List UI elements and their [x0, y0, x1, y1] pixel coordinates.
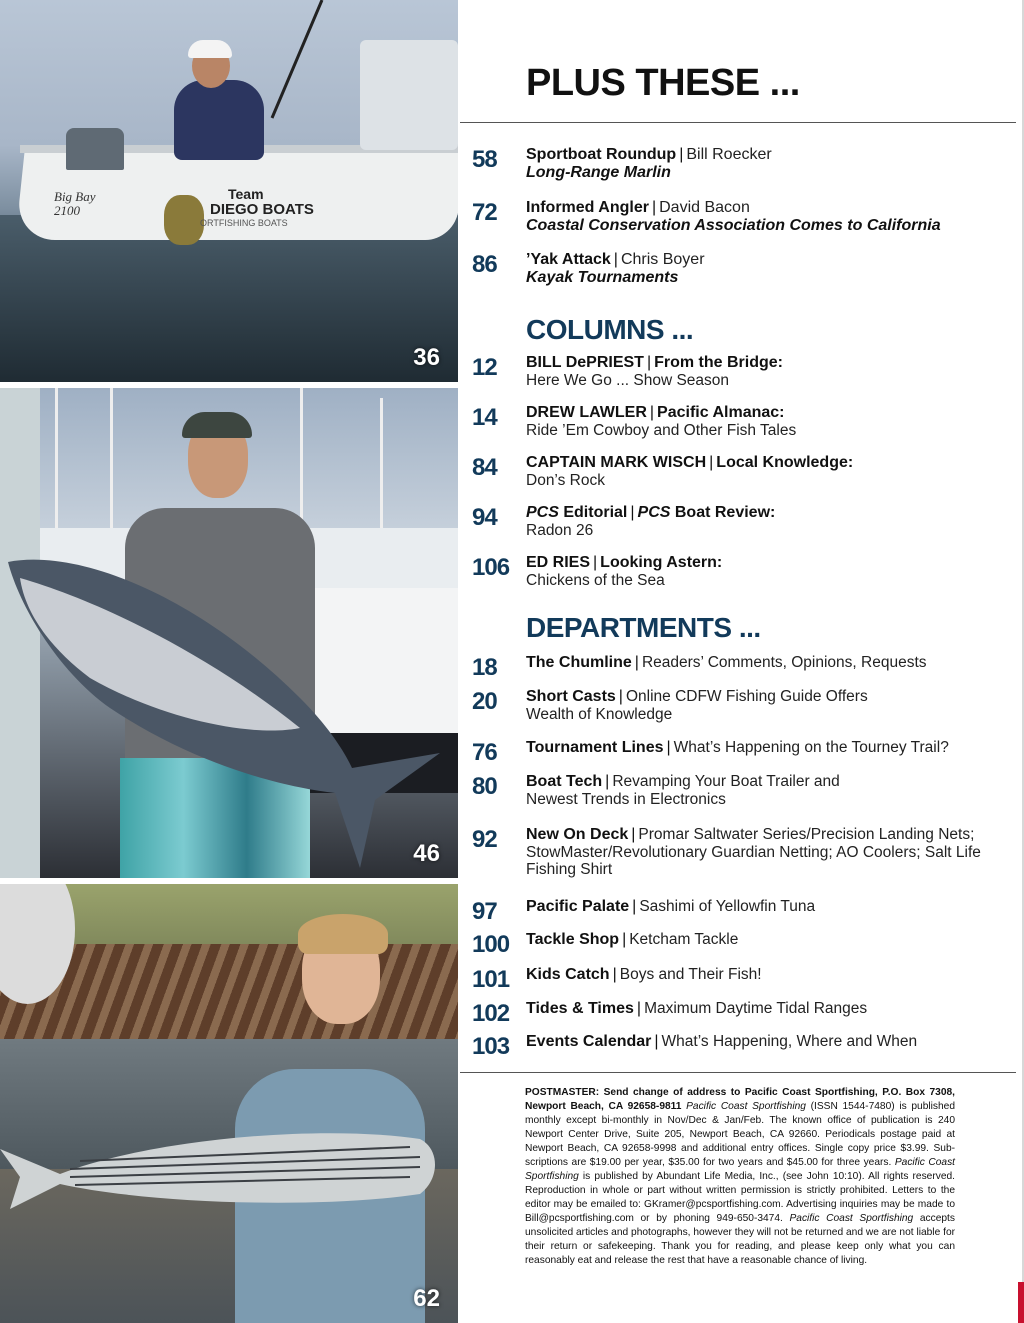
column-divider	[458, 0, 460, 1323]
department-title: Tackle Shop	[526, 931, 620, 948]
feature-subtitle: Long-Range Marlin	[526, 164, 671, 181]
boat-brand-team: Team	[228, 186, 264, 202]
page-number: 103	[472, 1033, 510, 1060]
page-number: 80	[472, 773, 497, 800]
boat-brand-name: DIEGO BOATS	[210, 201, 314, 218]
photo-angler-striped-bass	[0, 884, 458, 1323]
department-desc-line2: Newest Trends in Electronics	[526, 791, 726, 808]
page-number: 20	[472, 688, 497, 715]
page-number: 84	[472, 454, 497, 481]
angler-hair	[298, 914, 388, 954]
department-desc: Maximum Daytime Tidal Ranges	[644, 1000, 868, 1017]
department-desc: Promar Saltwater Series/Precision Landing Nets;	[638, 826, 975, 843]
red-edge-tab	[1018, 1282, 1024, 1323]
department-item[interactable]: 103 Events Calendar | What’s Happening, Where and When	[472, 1033, 918, 1060]
department-item[interactable]: 100 Tackle Shop | Ketcham Tackle	[472, 931, 739, 958]
column-name: Pacific Almanac:	[657, 404, 785, 421]
page-number: 106	[472, 554, 510, 581]
page-number: 101	[472, 966, 510, 993]
columnist-name: BILL DePRIEST	[526, 354, 644, 371]
department-item[interactable]: 80 Boat Tech | Revamping Your Boat Trailer and Newest Trends in Electronics	[472, 773, 1012, 813]
columnist-name: CAPTAIN MARK WISCH	[526, 454, 707, 471]
department-title: New On Deck	[526, 826, 629, 843]
department-desc-line3: Fishing Shirt	[526, 861, 613, 878]
department-title: Pacific Palate	[526, 898, 630, 915]
postmaster-text: (ISSN 1544-7480) is published monthly except bi-monthly in Nov/Dec & Jan/Feb. The known office of publication is 240 Newport Center Drive, Suite 205, Newport Beach, CA 92660. Periodicals postage paid at Newport Beach, CA 92658-9998 and additional entry offices. Single copy price $3.99. Sub-scriptions are $19.00 per year, $35.00 for two years and $45.00 for three years.	[525, 1101, 956, 1168]
angler-shirt	[174, 80, 264, 160]
albacore-fish	[0, 538, 458, 868]
page-number: 72	[472, 199, 497, 226]
boat-model-text: Big Bay 2100	[54, 189, 96, 218]
column-item[interactable]: 94 PCS Editorial | PCS Boat Review: Radon 26	[472, 504, 1012, 548]
department-title: Tournament Lines	[526, 739, 664, 756]
plus-item[interactable]: 72 Informed Angler | David Bacon Coastal Conservation Association Comes to California	[472, 199, 1012, 243]
column-item[interactable]: 84 CAPTAIN MARK WISCH | Local Knowledge: Don’s Rock	[472, 454, 1012, 498]
mast	[380, 398, 383, 538]
mast	[110, 388, 113, 548]
plus-item[interactable]: 58 Sportboat Roundup | Bill Roecker Long-Range Marlin	[472, 146, 1012, 190]
department-desc-line2: StowMaster/Revolutionary Guardian Netting; AO Coolers; Salt Life	[526, 844, 981, 861]
column-name: Local Knowledge:	[716, 454, 854, 471]
department-desc: Online CDFW Fishing Guide Offers	[625, 688, 868, 705]
column-item[interactable]: 14 DREW LAWLER | Pacific Almanac: Ride ’Em Cowboy and Other Fish Tales	[472, 404, 1012, 448]
heading-rule	[460, 122, 1016, 123]
columnist-name: Editorial	[558, 504, 628, 521]
department-desc: Ketcham Tackle	[629, 931, 739, 948]
column-subtitle: Here We Go ... Show Season	[526, 372, 730, 389]
feature-author: Bill Roecker	[686, 146, 772, 163]
column-name: From the Bridge:	[654, 354, 783, 371]
plus-item[interactable]: 86 ’Yak Attack | Chris Boyer Kayak Tournaments	[472, 251, 1012, 295]
department-item[interactable]: 102 Tides & Times | Maximum Daytime Tidal Ranges	[472, 1000, 868, 1027]
columnist-name-italic: PCS	[526, 504, 559, 521]
page-number: 12	[472, 354, 497, 381]
page-number: 92	[472, 826, 497, 853]
feature-title: Informed Angler	[526, 199, 649, 216]
page-number: 14	[472, 404, 497, 431]
page-number: 102	[472, 1000, 510, 1027]
page-number: 76	[472, 739, 497, 766]
department-title: Events Calendar	[526, 1033, 652, 1050]
department-item[interactable]: 20 Short Casts | Online CDFW Fishing Guide Offers Wealth of Knowledge	[472, 688, 1012, 728]
photo-angler-boat	[0, 0, 458, 382]
photo-angler-tuna	[0, 388, 458, 878]
column-item[interactable]: 106 ED RIES | Looking Astern: Chickens of the Sea	[472, 554, 1012, 598]
postmaster-text: is published by Abundant Life Media, Inc., (see John 10:10). All rights reserved. Reproduction in whole or part without written permission is strictly prohibited. Letters to the editor may be emailed to: GKramer@pcsportfishing.com. Advertising inquiries may be made to Bill@pcsportfishing.com or by phoning 949-650-3474.	[525, 1171, 955, 1224]
mast	[55, 388, 58, 538]
outboard-motor	[66, 128, 124, 170]
postmaster-text: accepts unsolicited articles and photographs, however they will not be returned and we are not liable for their return or safekeeping. Thank you for reading, and please keep only what you can reasonably eat and release the rest that have a reasonable chance of living.	[525, 1213, 955, 1266]
department-title: Boat Tech	[526, 773, 603, 790]
angler-cap	[188, 40, 232, 58]
column-name: Boat Review:	[670, 504, 776, 521]
feature-author: Chris Boyer	[620, 251, 705, 268]
postmaster-rule	[460, 1072, 1016, 1073]
department-item[interactable]: 92 New On Deck | Promar Saltwater Series/Precision Landing Nets; StowMaster/Revolutionary Guardian Netting; AO Coolers; Salt Life Fishing Shirt	[472, 826, 1012, 886]
plus-heading: PLUS THESE ...	[526, 62, 800, 104]
boat-brand-sub: ORTFISHING BOATS	[200, 218, 288, 228]
column-subtitle: Ride ’Em Cowboy and Other Fish Tales	[526, 422, 797, 439]
department-item[interactable]: 18 The Chumline | Readers’ Comments, Opinions, Requests	[472, 654, 927, 681]
page-number: 94	[472, 504, 497, 531]
department-desc: Revamping Your Boat Trailer and	[612, 773, 840, 790]
fish-in-hand	[164, 195, 204, 245]
department-desc: Sashimi of Yellowfin Tuna	[639, 898, 816, 915]
page-number: 100	[472, 931, 510, 958]
department-desc: Readers’ Comments, Opinions, Requests	[641, 654, 927, 671]
columnist-name: DREW LAWLER	[526, 404, 647, 421]
department-desc: Boys and Their Fish!	[619, 966, 762, 983]
department-title: Kids Catch	[526, 966, 610, 983]
magazine-name: Pacific Coast Sportfishing	[789, 1213, 914, 1224]
departments-heading: DEPARTMENTS ...	[526, 612, 761, 643]
postmaster-notice	[525, 1086, 955, 1268]
column-name-italic: PCS	[637, 504, 671, 521]
magazine-name: Pacific Coast Sportfishing	[686, 1101, 806, 1112]
column-subtitle: Radon 26	[526, 522, 594, 539]
department-desc: What’s Happening on the Tourney Trail?	[673, 739, 949, 756]
page-number: 58	[472, 146, 497, 173]
fishing-rod	[260, 0, 330, 120]
department-desc: What’s Happening, Where and When	[661, 1033, 918, 1050]
column-subtitle: Chickens of the Sea	[526, 572, 665, 589]
water	[0, 215, 458, 382]
feature-title: ’Yak Attack	[526, 251, 611, 268]
department-item[interactable]: 97 Pacific Palate | Sashimi of Yellowfin Tuna	[472, 898, 816, 925]
column-subtitle: Don’s Rock	[526, 472, 605, 489]
photo-page-number: 62	[413, 1285, 440, 1312]
feature-author: David Bacon	[659, 199, 750, 216]
photo-page-number: 36	[413, 344, 440, 371]
striped-bass-fish	[0, 1109, 458, 1249]
department-item[interactable]: 76 Tournament Lines | What’s Happening on the Tourney Trail?	[472, 739, 949, 766]
page-number: 86	[472, 251, 497, 278]
feature-subtitle: Kayak Tournaments	[526, 269, 679, 286]
department-desc-line2: Wealth of Knowledge	[526, 706, 673, 723]
feature-subtitle: Coastal Conservation Association Comes to California	[526, 217, 941, 234]
columnist-name: ED RIES	[526, 554, 591, 571]
photo-page-number: 46	[413, 840, 440, 867]
department-title: The Chumline	[526, 654, 632, 671]
column-item[interactable]: 12 BILL DePRIEST | From the Bridge: Here We Go ... Show Season	[472, 354, 1012, 398]
boat-console	[360, 40, 458, 150]
page-number: 18	[472, 654, 497, 681]
columns-heading: COLUMNS ...	[526, 314, 694, 345]
page-number: 97	[472, 898, 497, 925]
magazine-name: Pacific Coast Sportfishing	[525, 1157, 955, 1182]
angler-cap	[182, 412, 252, 438]
postmaster-lead: POSTMASTER: Send change of address to Pacific Coast Sportfishing, P.O. Box 7308, Newport Beach, CA 92658-9811	[525, 1087, 955, 1112]
feature-title: Sportboat Roundup	[526, 146, 677, 163]
column-name: Looking Astern:	[600, 554, 723, 571]
department-item[interactable]: 101 Kids Catch | Boys and Their Fish!	[472, 966, 762, 993]
department-title: Short Casts	[526, 688, 616, 705]
department-title: Tides & Times	[526, 1000, 634, 1017]
mast	[300, 388, 303, 538]
